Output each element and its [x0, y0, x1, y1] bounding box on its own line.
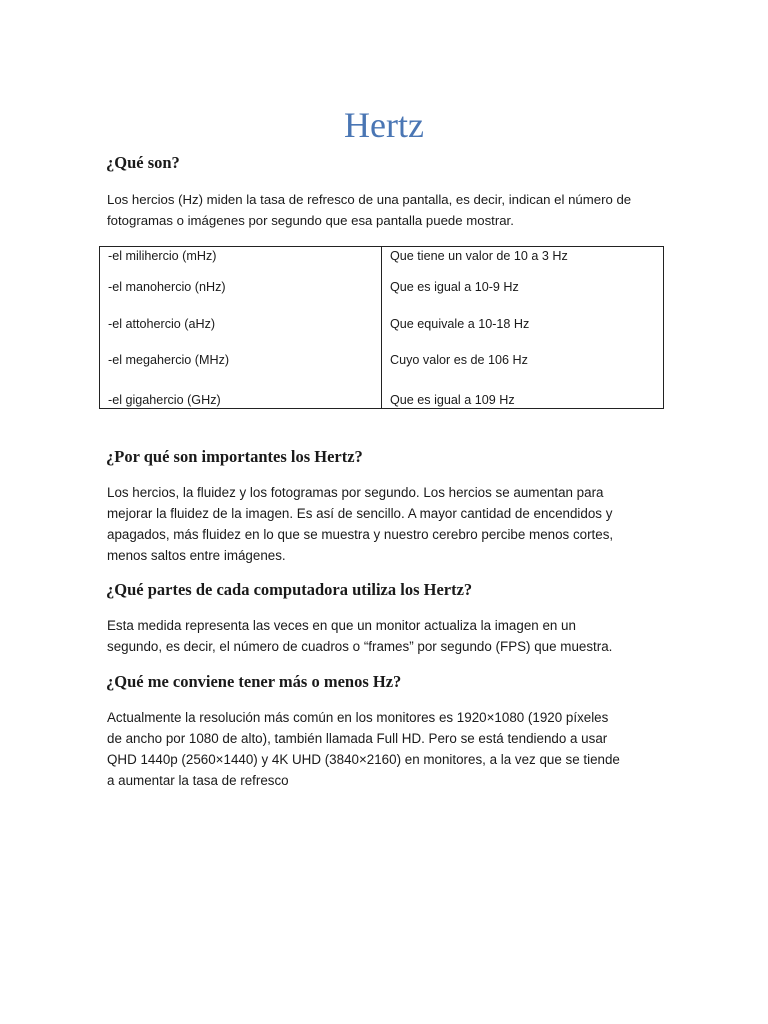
- paragraph-line: Los hercios, la fluidez y los fotogramas por segundo. Los hercios se aumentan para: [107, 485, 604, 500]
- paragraph-line: apagados, más fluidez en lo que se muestra y nuestro cerebro percibe menos cortes,: [107, 527, 614, 542]
- paragraph-line: menos saltos entre imágenes.: [107, 548, 286, 563]
- table-cell-value: Que equivale a 10-18 Hz: [382, 306, 664, 343]
- table-cell-value: Que es igual a 109 Hz: [382, 379, 664, 409]
- table-cell-unit: -el manohercio (nHz): [100, 269, 382, 306]
- table-cell-unit: -el milihercio (mHz): [100, 247, 382, 270]
- table-row: [100, 306, 664, 343]
- paragraph-conviene: [107, 707, 667, 791]
- table-cell-value: Cuyo valor es de 106 Hz: [382, 342, 664, 379]
- paragraph-line: segundo, es decir, el número de cuadros o “frames” por segundo (FPS) que muestra.: [107, 639, 613, 654]
- paragraph-line: QHD 1440p (2560×1440) y 4K UHD (3840×2160) en monitores, a la vez que se tiende: [107, 752, 620, 767]
- paragraph-line: Actualmente la resolución más común en los monitores es 1920×1080 (1920 píxeles: [107, 710, 609, 725]
- page-title: Hertz: [344, 105, 424, 145]
- paragraph-line: de ancho por 1080 de alto), también llamada Full HD. Pero se está tendiendo a usar: [107, 731, 608, 746]
- table-cell-value: Que es igual a 10-9 Hz: [382, 269, 664, 306]
- hertz-units-table: [99, 246, 664, 409]
- table-cell-unit: -el attohercio (aHz): [100, 306, 382, 343]
- paragraph-line: Esta medida representa las veces en que un monitor actualiza la imagen en un: [107, 618, 576, 633]
- table-cell-value: Que tiene un valor de 10 a 3 Hz: [382, 247, 664, 270]
- table-row: [100, 247, 664, 270]
- section-heading-conviene: ¿Qué me conviene tener más o menos Hz?: [106, 672, 402, 691]
- paragraph-line: fotogramas o imágenes por segundo que esa pantalla puede mostrar.: [107, 213, 514, 228]
- paragraph-line: a aumentar la tasa de refresco: [107, 773, 289, 788]
- table-row: [100, 379, 664, 409]
- table-cell-unit: -el megahercio (MHz): [100, 342, 382, 379]
- section-heading-que-son: ¿Qué son?: [106, 153, 180, 172]
- paragraph-que-son: [107, 189, 667, 231]
- paragraph-partes: [107, 615, 667, 657]
- table-cell-unit: -el gigahercio (GHz): [100, 379, 382, 409]
- section-heading-partes: ¿Qué partes de cada computadora utiliza los Hertz?: [106, 580, 473, 599]
- table-row: [100, 342, 664, 379]
- paragraph-line: Los hercios (Hz) miden la tasa de refresco de una pantalla, es decir, indican el número de: [107, 192, 632, 207]
- paragraph-line: mejorar la fluidez de la imagen. Es así de sencillo. A mayor cantidad de encendidos y: [107, 506, 613, 521]
- paragraph-importancia: [107, 482, 667, 566]
- section-heading-importancia: ¿Por qué son importantes los Hertz?: [106, 447, 363, 466]
- table-row: [100, 269, 664, 306]
